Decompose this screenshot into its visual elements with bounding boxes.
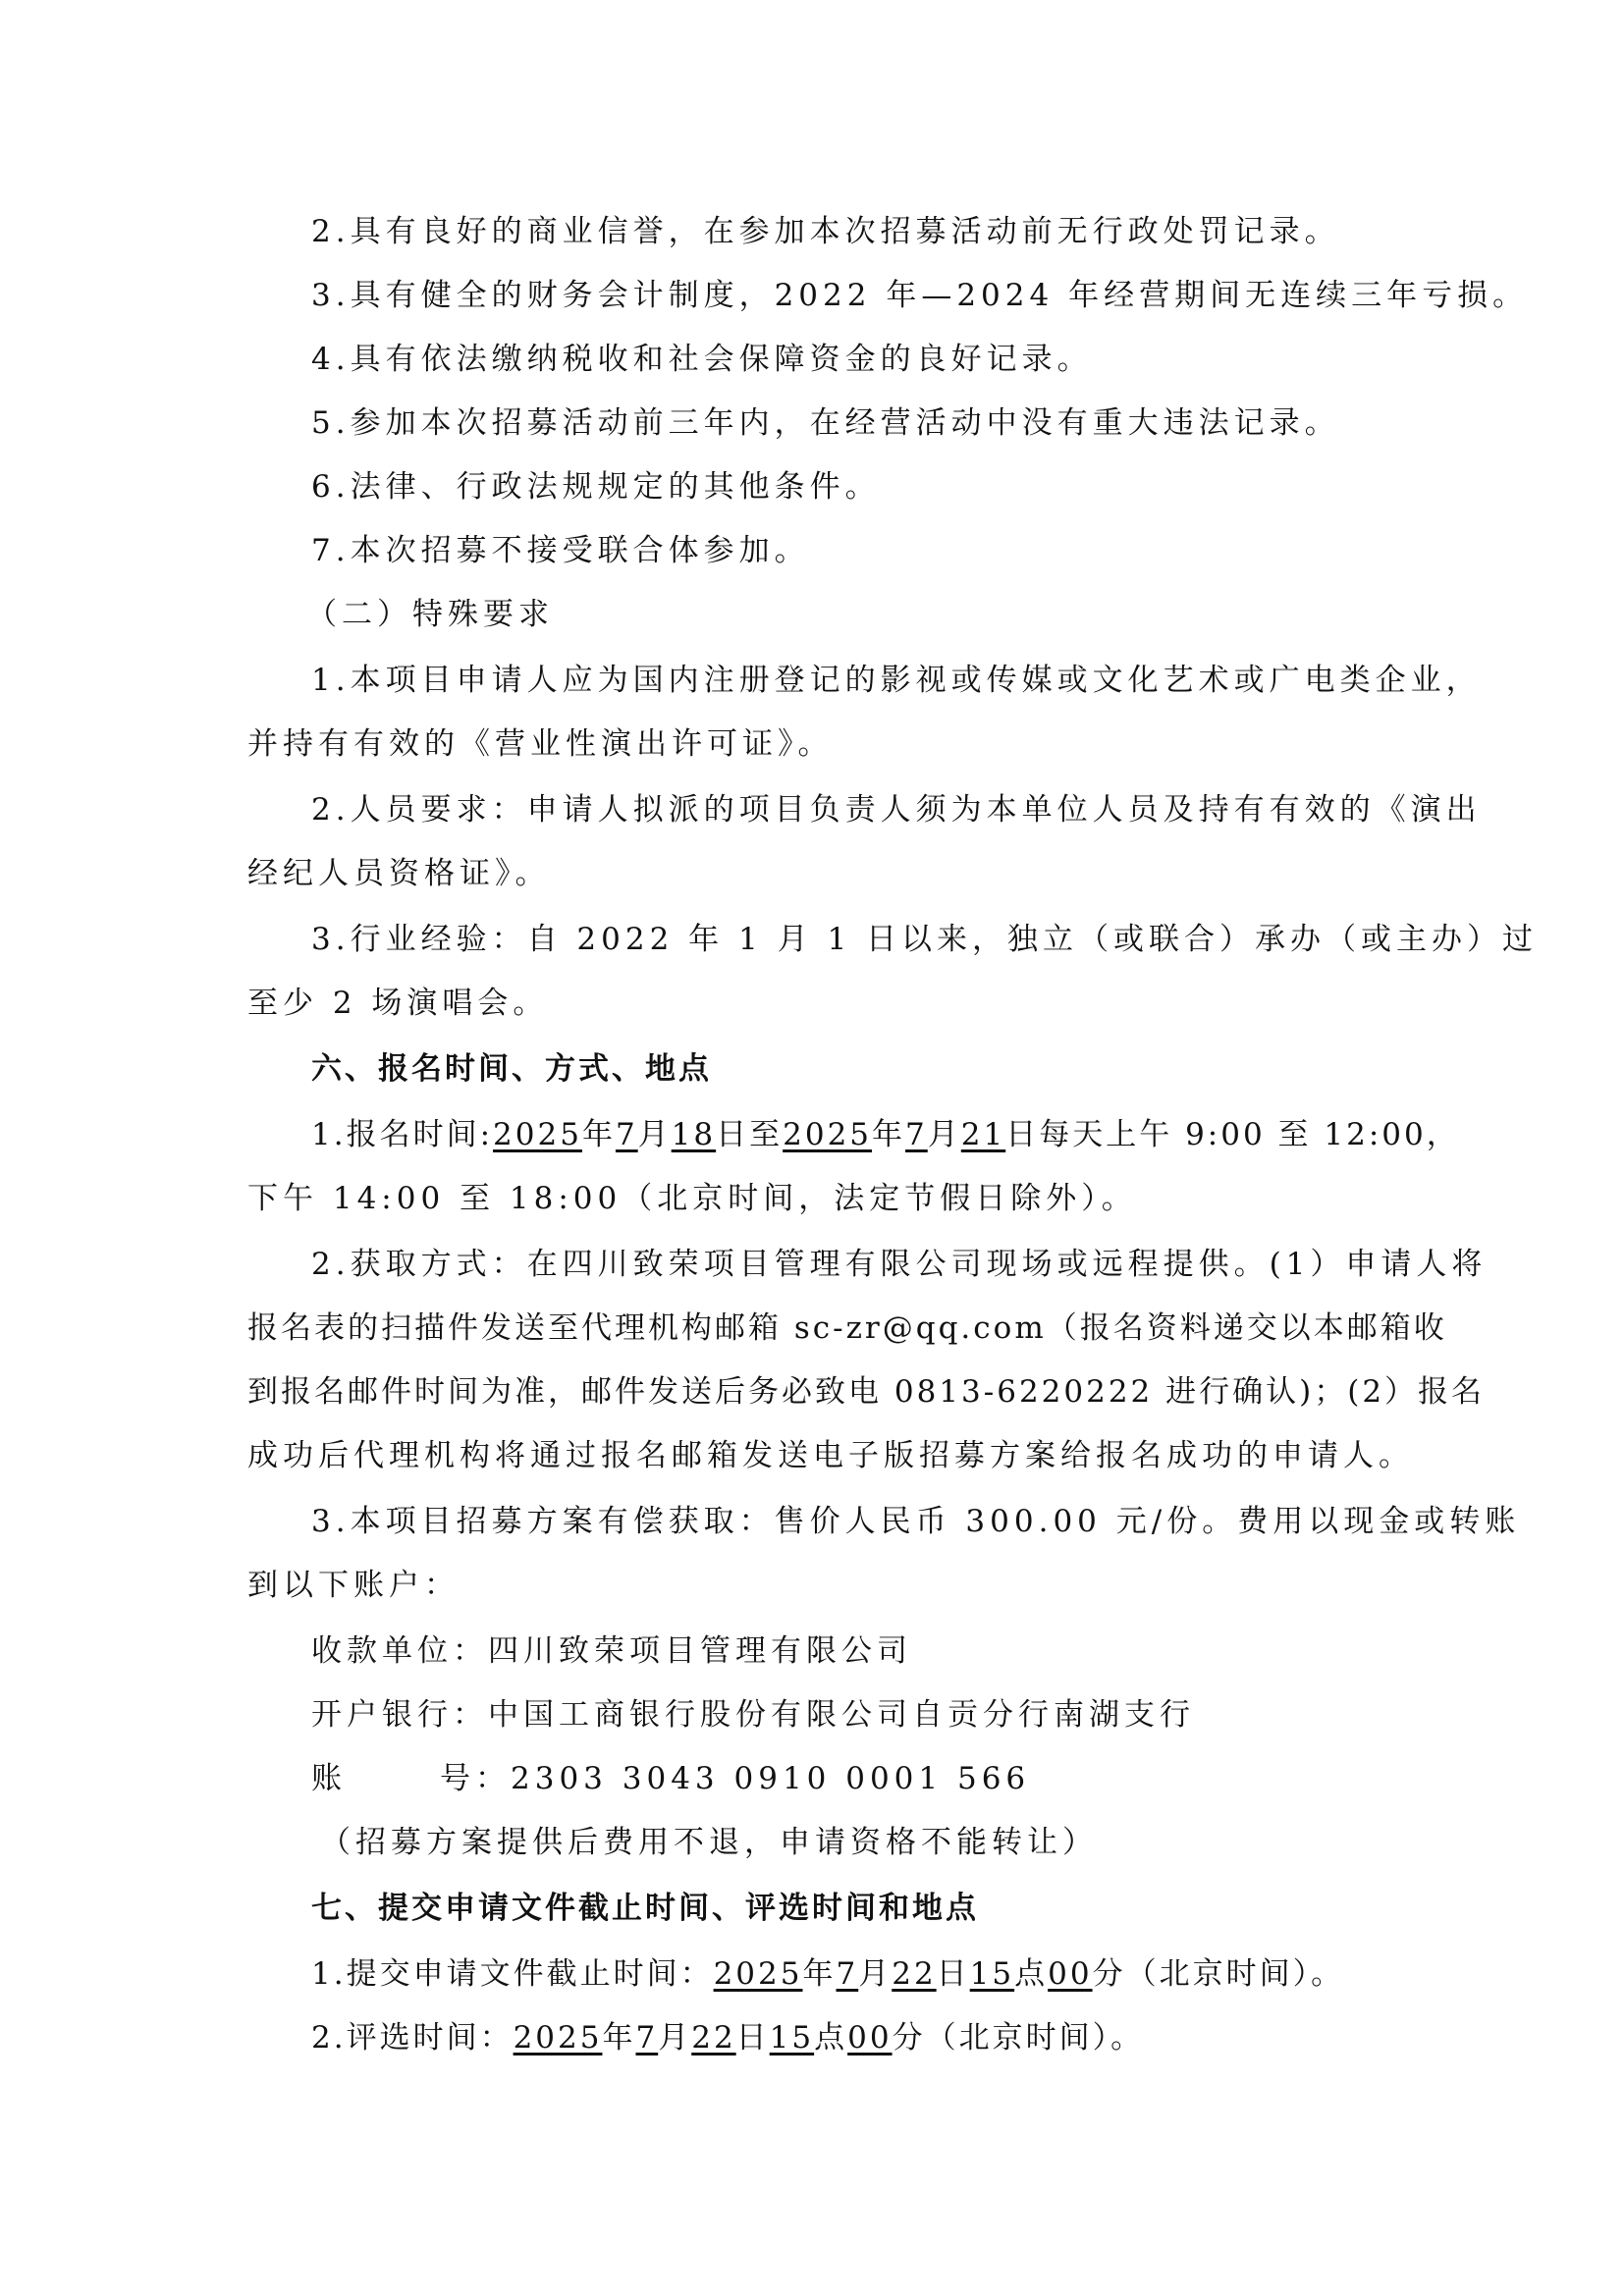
- special-item-2-line-2: 经纪人员资格证》。: [247, 856, 551, 891]
- day-unit: 日: [936, 1956, 970, 1992]
- general-item-6: 6.法律、行政法规规定的其他条件。: [311, 469, 881, 505]
- registration-time-line-2: 下午 14:00 至 18:00（北京时间，法定节假日除外）。: [247, 1181, 1137, 1216]
- end-year: 2025: [783, 1117, 873, 1152]
- general-item-4: 4.具有依法缴纳税收和社会保障资金的良好记录。: [311, 342, 1093, 377]
- method-line-3: 到报名邮件时间为准，邮件发送后务必致电 0813-6220222 进行确认)；(2）报名: [247, 1374, 1486, 1410]
- review-day: 22: [691, 2020, 736, 2056]
- start-year: 2025: [493, 1117, 582, 1152]
- general-item-7: 7.本次招募不接受联合体参加。: [311, 533, 810, 568]
- account-number: [311, 1751, 1392, 1806]
- fee-line-1: 3.本项目招募方案有偿获取：售价人民币 300.00 元/份。费用以现金或转账: [311, 1504, 1521, 1539]
- general-item-2: 2.具有良好的商业信誉，在参加本次招募活动前无行政处罚记录。: [311, 214, 1340, 249]
- hour-unit: 点: [1014, 1956, 1049, 1992]
- fee-note: （招募方案提供后费用不退，申请资格不能转让）: [320, 1825, 1098, 1860]
- review-time-line: [311, 2010, 1392, 2065]
- special-item-1-line-2: 并持有有效的《营业性演出许可证》。: [247, 726, 834, 762]
- daily-hours: 日每天上午 9:00 至 12:00，: [1005, 1117, 1460, 1152]
- method-line-2: 报名表的扫描件发送至代理机构邮箱 sc-zr@qq.com（报名资料递交以本邮箱收: [247, 1310, 1447, 1346]
- account-value: 号：2303 3043 0910 0001 566: [440, 1761, 1031, 1796]
- deadline-day: 22: [892, 1956, 937, 1992]
- section-6-heading: 六、报名时间、方式、地点: [311, 1051, 712, 1087]
- review-year: 2025: [513, 2020, 603, 2056]
- deadline-hour: 15: [969, 1956, 1015, 1992]
- registration-time-line-1: [311, 1107, 1460, 1162]
- end-month: 7: [905, 1117, 928, 1152]
- review-minute: 00: [847, 2020, 893, 2056]
- deadline-year: 2025: [713, 1956, 803, 1992]
- payee: 收款单位：四川致荣项目管理有限公司: [311, 1633, 912, 1669]
- general-item-5: 5.参加本次招募活动前三年内，在经营活动中没有重大违法记录。: [311, 405, 1340, 441]
- review-label: 2.评选时间：: [311, 2020, 514, 2056]
- end-day: 21: [960, 1117, 1006, 1152]
- deadline-minute: 00: [1048, 1956, 1093, 1992]
- special-item-3-line-1: 3.行业经验：自 2022 年 1 月 1 日以来，独立（或联合）承办（或主办）过: [311, 922, 1539, 957]
- review-hour: 15: [769, 2020, 815, 2056]
- special-item-1-line-1: 1.本项目申请人应为国内注册登记的影视或传媒或文化艺术或广电类企业，: [311, 663, 1482, 698]
- minute-unit: 分（北京时间）。: [892, 2020, 1145, 2056]
- general-item-3: 3.具有健全的财务会计制度，2022 年—2024 年经营期间无连续三年亏损。: [311, 278, 1529, 313]
- day-to: 日至: [716, 1117, 784, 1152]
- year-unit: 年: [872, 1117, 906, 1152]
- fee-line-2: 到以下账户：: [247, 1568, 460, 1603]
- special-item-2-line-1: 2.人员要求：申请人拟派的项目负责人须为本单位人员及持有有效的《演出: [311, 792, 1482, 828]
- month-unit: 月: [927, 1117, 961, 1152]
- start-day: 18: [671, 1117, 717, 1152]
- section-7-heading: 七、提交申请文件截止时间、评选时间和地点: [311, 1891, 979, 1926]
- year-unit: 年: [602, 2020, 636, 2056]
- account-label: 账: [311, 1761, 347, 1796]
- month-unit: 月: [658, 2020, 692, 2056]
- year-unit: 年: [581, 1117, 616, 1152]
- deadline-line: [311, 1947, 1392, 2002]
- bank: 开户银行：中国工商银行股份有限公司自贡分行南湖支行: [311, 1697, 1195, 1733]
- hour-unit: 点: [814, 2020, 848, 2056]
- method-line-4: 成功后代理机构将通过报名邮箱发送电子版招募方案给报名成功的申请人。: [247, 1438, 1414, 1473]
- month-unit: 月: [637, 1117, 672, 1152]
- registration-time-label: 1.报名时间:: [311, 1117, 494, 1152]
- review-month: 7: [635, 2020, 659, 2056]
- year-unit: 年: [802, 1956, 837, 1992]
- month-unit: 月: [858, 1956, 893, 1992]
- method-line-1: 2.获取方式：在四川致荣项目管理有限公司现场或远程提供。(1）申请人将: [311, 1247, 1488, 1282]
- special-heading: （二）特殊要求: [306, 597, 554, 632]
- day-unit: 日: [735, 2020, 770, 2056]
- start-month: 7: [615, 1117, 638, 1152]
- minute-unit: 分（北京时间）。: [1092, 1956, 1345, 1992]
- special-item-3-line-2: 至少 2 场演唱会。: [247, 986, 549, 1021]
- deadline-month: 7: [836, 1956, 859, 1992]
- deadline-label: 1.提交申请文件截止时间：: [311, 1956, 714, 1992]
